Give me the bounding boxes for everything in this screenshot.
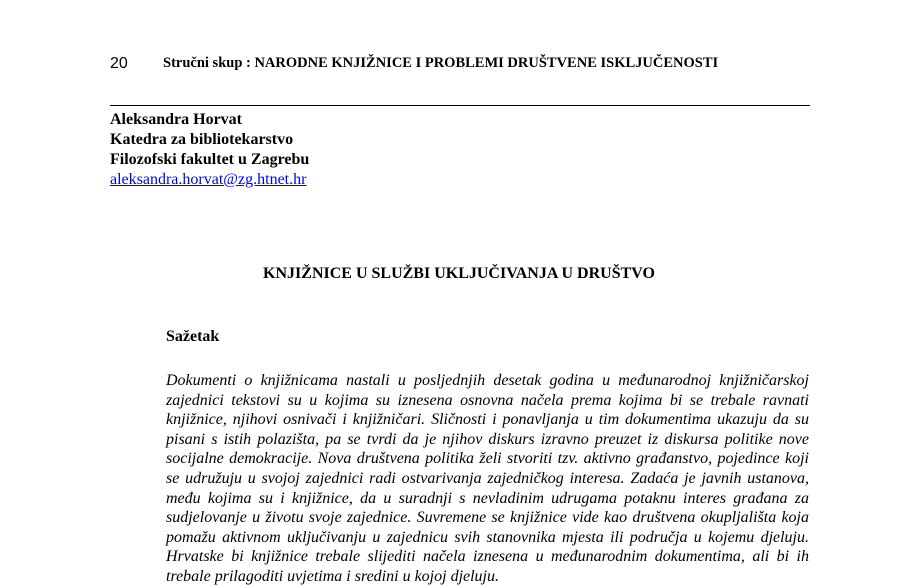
author-institution: Filozofski fakultet u Zagrebu [110, 151, 310, 168]
author-block [110, 110, 309, 190]
abstract-heading: Sažetak [166, 328, 220, 345]
running-header-title: Stručni skup : NARODNE KNJIŽNICE I PROBLEMI DRUŠTVENE ISKLJUČENOSTI [163, 55, 719, 71]
article-title: KNJIŽNICE U SLUŽBI UKLJUČIVANJA U DRUŠTVO [263, 265, 655, 282]
abstract-text: Dokumenti o knjižnicama nastali u posljednjih desetak godina u međunarodnoj knjižničarskoj zajednici tekstovi su u kojima su iznesena osnovna načela prema kojima bi se trebale ravnati knjižnice, njihovi osnivači i knjižničari. Sličnosti i ponavljanja u tim dokumentima ukazuju da su pisani s istih polazišta, pa se tvrdi da je njihov diskurs izravno preuzet iz diskursa politike nove socijalne demokracije. Nova društvena politika želi stvoriti tzv. aktivno građanstvo, pojedince koji se udružuju u svojoj zajednici radi ostvarivanja zajedničkog interesa. Zadaća je javnih ustanova, među kojima su i knjižnice, da u suradnji s nevladinim udrugama potaknu interes građana za sudjelovanje u životu svoje zajednice. Suvremene se knjižnice vide kao društvena okupljališta koja pomažu aktivnom uključivanju u zajednicu svih stanovnika mjesta ili područja u kojemu djeluju. Hrvatske bi knjižnice trebale slijediti načela iznesena u međunarodnim dokumentima, ali bi ih trebale prilagoditi uvjetima i sredini u kojoj djeluju. [166, 372, 809, 585]
page-number: 20 [110, 55, 128, 72]
author-name: Aleksandra Horvat [110, 111, 242, 128]
header-divider [110, 105, 810, 106]
author-email-link[interactable]: aleksandra.horvat@zg.htnet.hr [110, 171, 307, 188]
author-department: Katedra za bibliotekarstvo [110, 131, 294, 148]
